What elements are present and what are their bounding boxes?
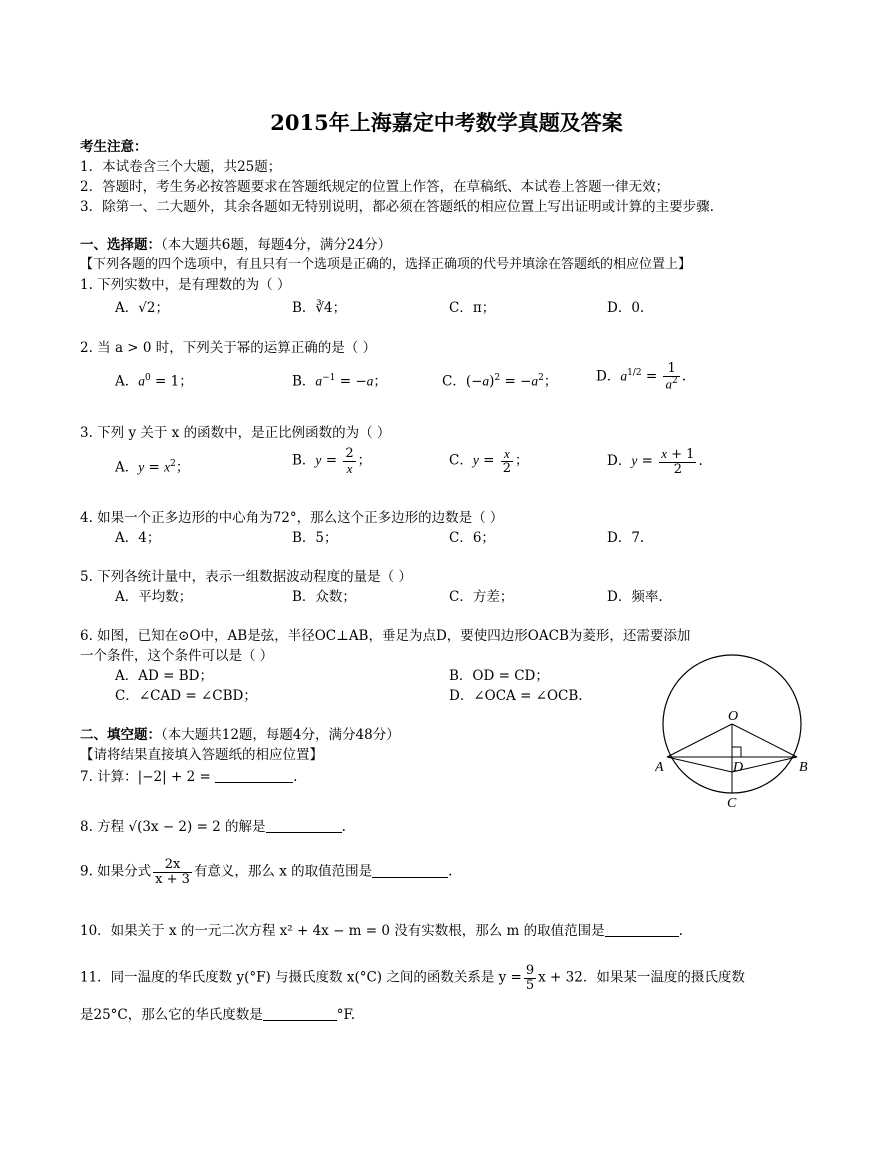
q4-option-d: D．7. [607, 530, 645, 546]
section2-instruction: 【请将结果直接填入答题纸的相应位置】 [80, 747, 323, 763]
q1-stem: 1. 下列实数中，是有理数的为（ ） [80, 277, 291, 293]
label-o: O [728, 709, 739, 724]
label-b: B [799, 760, 808, 775]
q2-option-b: B．$a^{-1} = -a$； [292, 373, 387, 390]
q6-option-b: B．OD = CD； [449, 668, 549, 684]
q4-stem: 4. 如果一个正多边形的中心角为72°，那么这个正多边形的边数是（ ） [80, 510, 504, 526]
q2-option-d: D．$a^{1/2}$ = $\frac{1}{a^2}$ . [596, 361, 686, 391]
q4-option-b: B．5； [292, 530, 338, 546]
q11-denominator: 5 [525, 977, 535, 993]
section1-heading: 一、选择题： [80, 237, 161, 253]
label-a: A [655, 760, 664, 775]
q2-stem: 2. 当 a > 0 时，下列关于幂的运算正确的是（ ） [80, 340, 377, 356]
q5-option-c: C．方差； [449, 589, 514, 605]
q5-option-b: B．众数； [292, 589, 356, 605]
q4-option-a: A．4； [115, 530, 161, 546]
q1-option-d: D．0. [607, 300, 645, 316]
q9-numerator: 2x [153, 858, 192, 873]
q2-option-a: A．$a^0 = 1$； [115, 373, 193, 390]
q10-stem: 10．如果关于 x 的一元二次方程 x² + 4x − m = 0 没有实数根，那么 m 的取值范围是 [80, 923, 605, 939]
segment-oa [667, 724, 732, 757]
q6-option-d: D．∠OCA = ∠OCB. [449, 688, 583, 704]
section2-header [80, 727, 400, 743]
section1-desc: （本大题共6题，每题4分，满分24分） [161, 237, 392, 253]
q7 [80, 768, 297, 785]
q11-line2 [80, 1006, 355, 1023]
q9-answer-blank[interactable] [372, 863, 448, 878]
q5-option-d: D．频率. [607, 589, 663, 605]
section1-instruction: 【下列各题的四个选项中，有且只有一个选项是正确的，选择正确项的代号并填涂在答题纸的相应位置上】 [80, 257, 692, 272]
q1-option-b: B．∛4； [292, 300, 347, 316]
q10 [80, 922, 683, 939]
q10-answer-blank[interactable] [605, 922, 679, 937]
notice-item-2: 2．答题时，考生务必按答题要求在答题纸规定的位置上作答，在草稿纸、本试卷上答题一律无效； [80, 179, 670, 195]
q11-text: 11．同一温度的华氏度数 y(°F) 与摄氏度数 x(°C) 之间的函数关系是 y = [80, 969, 522, 986]
q3-option-d: D．y = $\frac{x + 1}{2}$ . [607, 446, 703, 477]
q11-numerator: 9 [525, 963, 535, 978]
notice-heading: 考生注意： [80, 139, 148, 155]
q5-option-a: A．平均数； [115, 589, 193, 605]
q8 [80, 818, 346, 835]
right-angle-mark [732, 747, 741, 757]
q5-stem: 5. 下列各统计量中，表示一组数据波动程度的量是（ ） [80, 569, 412, 585]
q7-answer-blank[interactable] [215, 768, 293, 783]
q3-option-c: C．y = $\frac{x}{2}$ ； [449, 446, 529, 476]
q9-end: . [448, 863, 453, 880]
q9 [80, 858, 452, 886]
q9-pre: 9. 如果分式 [80, 863, 152, 880]
notice-item-1: 1．本试卷含三个大题，共25题； [80, 159, 282, 175]
q6-option-a: A．AD = BD； [115, 668, 213, 684]
section1-header [80, 237, 391, 253]
label-c: C [727, 796, 737, 810]
q11-line1 [80, 964, 745, 992]
q7-end: . [293, 769, 298, 785]
q11-line2-end: °F. [336, 1007, 356, 1023]
q3-stem: 3. 下列 y 关于 x 的函数中，是正比例函数的为（ ） [80, 425, 391, 441]
q10-end: . [678, 923, 683, 939]
q3-option-a: A．$y = x^2$； [115, 459, 190, 476]
q8-stem: 8. 方程 √(3x − 2) = 2 的解是 [80, 819, 266, 835]
q6-stem-line1: 6. 如图，已知在⊙O中，AB是弦，半径OC⊥AB，垂足为点D，要使四边形OACB为菱形，还需要添加 [80, 628, 691, 644]
q1-option-c: C．π； [449, 300, 496, 316]
q9-denominator: x + 3 [155, 871, 190, 887]
q11-line2-text: 是25°C，那么它的华氏度数是 [80, 1007, 263, 1023]
q2-option-c: C．$(-a)^2 = -a^2$； [442, 373, 558, 390]
q6-stem-line2: 一个条件，这个条件可以是（ ） [80, 648, 274, 664]
label-d: D [733, 760, 744, 775]
q1-option-a: A．√2； [115, 300, 169, 316]
q6-option-c: C．∠CAD = ∠CBD； [115, 688, 257, 704]
q11-text-b: x + 32．如果某一温度的摄氏度数 [538, 969, 745, 986]
q8-answer-blank[interactable] [266, 818, 342, 833]
circle-figure [655, 650, 815, 810]
section2-desc: （本大题共12题，每题4分，满分48分） [161, 727, 400, 743]
section2-heading: 二、填空题： [80, 727, 161, 743]
q9-post: 有意义，那么 x 的取值范围是 [193, 863, 373, 880]
segment-ob [732, 724, 797, 757]
q7-stem: 7. 计算：|−2| + 2 = [80, 769, 211, 785]
notice-item-3: 3．除第一、二大题外，其余各题如无特别说明，都必须在答题纸的相应位置上写出证明或计算的主要步骤. [80, 199, 714, 215]
q4-option-c: C．6； [449, 530, 495, 546]
page-title: 2015年上海嘉定中考数学真题及答案 [270, 110, 623, 135]
q3-option-b: B．y = $\frac{2}{x}$ ； [292, 446, 372, 476]
q8-end: . [341, 819, 346, 835]
q11-answer-blank[interactable] [263, 1006, 337, 1021]
